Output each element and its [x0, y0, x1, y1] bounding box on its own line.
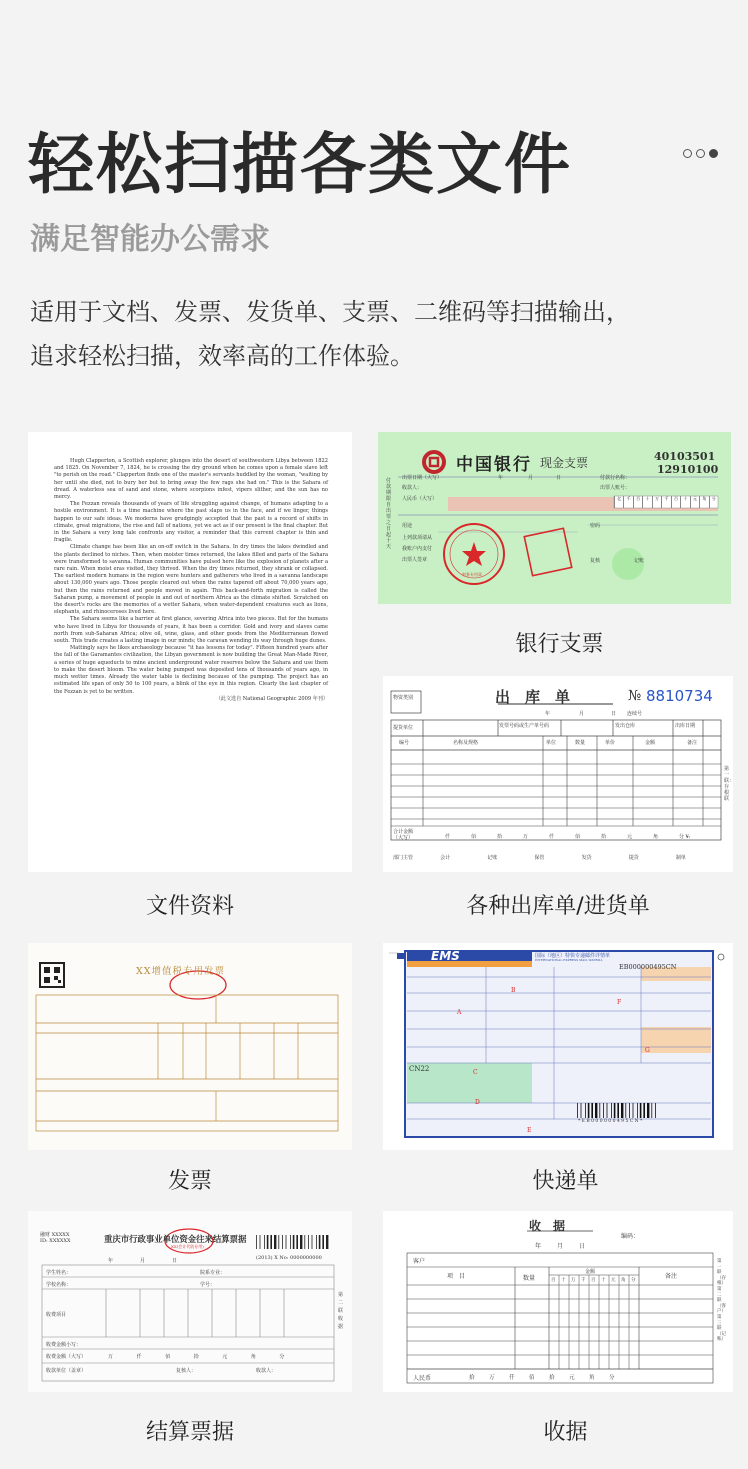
- invoice-scan-card[interactable]: [28, 943, 352, 1150]
- outbound-total-unit: 万: [523, 834, 529, 840]
- outbound-column-header: 数量: [575, 740, 586, 746]
- page-title: 轻松扫描各类文件: [28, 126, 572, 203]
- receipt-rmb-unit: 拾: [549, 1375, 555, 1381]
- receipt-rmb-unit: 元: [569, 1375, 575, 1381]
- outbound-total-unit: 佰: [575, 834, 581, 840]
- cheque-note-3: 出票人签章: [402, 557, 428, 563]
- ems-barcode-text: * E B 0 0 0 0 0 0 4 9 5 C N *: [578, 1119, 643, 1124]
- settlement-corner-2: ID: XXXXXX: [40, 1238, 71, 1244]
- outbound-date: 出库日期: [675, 723, 696, 729]
- settlement-amount-unit: 角: [250, 1354, 256, 1360]
- settlement-row-label: 学校名称：: [46, 1282, 72, 1288]
- receipt-digit-label: 角: [621, 1278, 626, 1283]
- receipt-side: 第一联（存根）第二联（客户）第三联（记账）: [717, 1259, 726, 1343]
- cheque-digit-label: 千: [661, 496, 670, 508]
- settlement-amount-units: [108, 1353, 308, 1361]
- cheque-number-top: 40103501: [654, 450, 716, 463]
- invoice-title: XX增值税专用发票: [136, 966, 226, 977]
- receipt-digit-label: 十: [601, 1278, 606, 1283]
- document-paragraph: Mattingly says he likes archaeology because "it has lessons for today". Fifteen hundred years after the fall of the Garamantes civilization, the Libyan government is now building the Great Man-Made River, a series of huge aqueducts to mine ancient underground water reserves below the Sahara and use them to make the desert bloom. The water being pumped was deposited tens of thousands of years ago, in much wetter times. Already the water table is declining because of the pumping. The project has an estimated life span of only 50 to 100 years, a blink of the eye in this region. Clearly the last chapter of the Fezzan is yet to be written.: [54, 645, 328, 695]
- outbound-footer-label: 提货: [628, 855, 639, 861]
- outbound-column-header: 编号: [399, 740, 410, 746]
- caption-invoice: 发票: [167, 1169, 212, 1194]
- settlement-label: 院系专业：: [200, 1270, 226, 1276]
- caption-receipt: 收据: [543, 1420, 588, 1445]
- outbound-column-headers: [383, 739, 733, 749]
- settlement-amount-unit: 佰: [165, 1354, 171, 1360]
- outbound-footer-label: 制单: [675, 855, 686, 861]
- document-source: （此文选自 National Geographic 2009 年刊）: [215, 695, 328, 702]
- cheque-stamp-text: 财务专用章: [462, 572, 482, 577]
- receipt-code-label: 编码：: [621, 1233, 640, 1240]
- settlement-row-label: 学生姓名：: [46, 1270, 72, 1276]
- outbound-order-scan-card[interactable]: [383, 676, 733, 872]
- document-paragraph: Climate change has been like an on-off switch in the Sahara. In dry times the lakes dwindled and the plants declined to niches. Then, when moister times returned, the lakes filled and parts of the Sahara were transformed to savanna. Human communities have pulsed here like the explosion of planets after a rare rain. When moist eras visited, they thrived. When the dry times returned, they shrank or collapsed. The earliest modern humans in the region were hunters and gatherers who lived in a savanna landscape about 130,000 years ago. Those people cleared out when the rains tapered off about 70,000 years ago, but then the rains returned and people moved in again. This back-and-forth migration is called the Saharan pump, a movement of people in and out of northern Africa as the climate shifted. Scratched on the desert's rocks are the memories of a wetter Sahara, when water-dependent creatures such as lions, elephants, and rhinoceroses lived here.: [54, 544, 328, 616]
- cheque-digit-label: 千: [623, 496, 632, 508]
- caption-outbound-order: 各种出库单/进货单: [466, 894, 650, 919]
- cheque-digit-label: 十: [642, 496, 651, 508]
- cheque-digit-label: 百: [633, 496, 642, 508]
- receipt-year: 年: [535, 1243, 542, 1250]
- receipt-scan-card[interactable]: [383, 1211, 733, 1392]
- outbound-total: 合计金额（大写）: [393, 829, 414, 841]
- caption-express: 快递单: [532, 1169, 599, 1194]
- settlement-no: (2013) X No: 0000000000: [256, 1255, 322, 1261]
- outbound-footer-label: 部门主管: [393, 855, 414, 861]
- settlement-amount-unit: 元: [222, 1354, 228, 1360]
- pagination-dots[interactable]: [683, 149, 718, 158]
- outbound-warehouse: 发出仓库: [615, 723, 636, 729]
- outbound-footer-label: 保管: [534, 855, 545, 861]
- cheque-account-label: 出票人账号：: [600, 485, 631, 491]
- settlement-row-label: 收费金额（大写）: [46, 1354, 87, 1360]
- settlement-bill-scan-card[interactable]: [28, 1211, 352, 1392]
- receipt-day: 日: [579, 1243, 586, 1250]
- caption-documents: 文件资料: [145, 894, 234, 919]
- barcode-icon: [256, 1235, 328, 1249]
- outbound-column-header: 金额: [645, 740, 656, 746]
- cheque-bookkeeping-label: 记账: [634, 558, 645, 564]
- receipt-rmb-unit: 仟: [509, 1375, 515, 1381]
- outbound-total-unit: 分 ¥:: [679, 834, 691, 840]
- settlement-corner-1: 融财 XXXXX: [40, 1232, 70, 1238]
- outbound-serial: 连续号: [627, 711, 643, 717]
- outbound-total-unit: 仟: [549, 834, 555, 840]
- outbound-goods-type: 物资类别: [393, 695, 414, 701]
- outbound-month: 月: [579, 711, 585, 717]
- settlement-day: 日: [172, 1258, 178, 1264]
- outbound-total-unit: 佰: [471, 834, 477, 840]
- cheque-payee-label: 收款人：: [402, 485, 423, 491]
- description-line-2: 追求轻松扫描，效率高的工作体验。: [30, 342, 414, 370]
- receipt-rmb-unit: 佰: [529, 1375, 535, 1381]
- receipt-note: 备注: [665, 1273, 678, 1280]
- receipt-title: 收 据: [529, 1219, 566, 1233]
- receipt-amount: 金额: [585, 1269, 596, 1275]
- outbound-column-header: 备注: [687, 740, 698, 746]
- settlement-title: 重庆市行政事业单位资金往来结算票据: [104, 1234, 247, 1244]
- cheque-digit-label: 十: [680, 496, 689, 508]
- cheque-digit-label: 分: [709, 496, 718, 508]
- cheque-bank-label: 付款行名称：: [600, 475, 631, 481]
- receipt-digit-label: 元: [611, 1278, 616, 1283]
- outbound-side: 第一联：存根联: [724, 766, 735, 802]
- cheque-digit-label: 亿: [614, 496, 623, 508]
- outbound-total-unit: 角: [653, 834, 659, 840]
- receipt-digit-label: 百: [551, 1278, 556, 1283]
- receipt-rmb-unit: 拾: [469, 1375, 475, 1381]
- cheque-digit-label: 万: [652, 496, 661, 508]
- outbound-total-unit: 元: [627, 834, 633, 840]
- settlement-label: 复核人：: [176, 1368, 197, 1374]
- outbound-no-label: №: [628, 688, 642, 704]
- settlement-label: 收款人：: [256, 1368, 277, 1374]
- receipt-table: [383, 1211, 733, 1392]
- document-text: [54, 458, 328, 703]
- outbound-column-header: 名称及规格: [453, 740, 479, 746]
- page-dot-3-active[interactable]: [709, 149, 718, 158]
- ems-subtitle: INTERNATIONAL EXPRESS MAIL WAYBILL: [535, 958, 603, 962]
- cheque-purpose-label: 用途: [402, 523, 413, 529]
- cheque-amount-digits: [614, 496, 718, 508]
- cheque-year: 年: [498, 475, 504, 481]
- settlement-row-label: 收费金额小写：: [46, 1342, 82, 1348]
- settlement-month: 月: [140, 1258, 146, 1264]
- receipt-month: 月: [557, 1243, 564, 1250]
- ems-marker-e: E: [527, 1127, 532, 1134]
- cheque-note-1: 上列款项请从: [402, 535, 433, 541]
- cheque-review-label: 复核: [590, 558, 601, 564]
- receipt-qty: 数量: [523, 1275, 536, 1282]
- express-waybill-scan-card[interactable]: [383, 943, 733, 1150]
- receipt-digit-label: 千: [581, 1278, 586, 1283]
- outbound-total-unit: 拾: [497, 834, 503, 840]
- cheque-amount-label: 人民币（大写）: [402, 496, 438, 502]
- bank-logo-icon: [424, 452, 444, 472]
- description-line-1: 适用于文档、发票、发货单、支票、二维码等扫描输出，: [30, 298, 630, 326]
- cheque-password-label: 密码: [590, 523, 601, 529]
- cheque-scan-card[interactable]: [378, 432, 731, 604]
- settlement-amount-unit: 分: [279, 1354, 285, 1360]
- receipt-digit-headers: [549, 1277, 639, 1285]
- cheque-digit-label: 角: [699, 496, 708, 508]
- page-dot-1[interactable]: [683, 149, 692, 158]
- cheque-note-2: 我账户内支付: [402, 546, 433, 552]
- qr-code-icon: [40, 963, 64, 987]
- document-paragraph: The Sahara seems like a barrier at first glance, severing Africa into two pieces. But for the humans who have lived in Libya for thousands of years, it has been a corridor. Gold and ivory and slaves came north from sub-Saharan Africa; olive oil, wine, glass, and other goods from the Mediterranean flowed south. This trade creates a lasting image in our minds; the caravan wending its way through huge dunes.: [54, 616, 328, 645]
- outbound-total-unit: 仟: [445, 834, 451, 840]
- settlement-stamp: XX(会计代收专用): [171, 1244, 204, 1249]
- settlement-year: 年: [108, 1258, 114, 1264]
- outbound-no-value: 8810734: [646, 687, 713, 705]
- page-dot-2[interactable]: [696, 149, 705, 158]
- ems-marker-a: A: [457, 1009, 462, 1016]
- receipt-rmb-units: [469, 1373, 629, 1381]
- ems-marker-b: B: [511, 987, 516, 994]
- express-waybill-image: [383, 943, 733, 1150]
- receipt-digit-label: 分: [631, 1278, 636, 1283]
- outbound-dept: 提货单位: [393, 725, 414, 731]
- cheque-month: 月: [528, 475, 534, 481]
- cheque-day: 日: [556, 475, 562, 481]
- ems-marker-c: C: [473, 1069, 478, 1076]
- receipt-digit-label: 十: [561, 1278, 566, 1283]
- receipt-item: 项 目: [447, 1273, 466, 1280]
- receipt-digit-label: 百: [591, 1278, 596, 1283]
- outbound-footer: [391, 854, 721, 864]
- outbound-column-header: 单位: [546, 740, 557, 746]
- page-description: [30, 290, 630, 378]
- outbound-issue-no: 发票号码或生产单号码: [499, 723, 550, 729]
- outbound-footer-label: 记账: [487, 855, 498, 861]
- cheque-date-label: 出票日期（大写）: [402, 475, 443, 481]
- settlement-amount-unit: 仟: [136, 1354, 142, 1360]
- ems-tracking: EB000000495CN: [619, 963, 677, 971]
- receipt-rmb: 人民币: [413, 1375, 432, 1382]
- document-paragraph: Hugh Clapperton, a Scottish explorer, plunges into the desert of southwestern Libya between 1822 and 1825. On November 7, 1824, he is crossing the dry ground when he comes upon a female slave left "to perish on the road." Clapperton finds one of the master's servants huddled by the woman, "waiting by her until she died, not to bury her but to bring away the few rags she had on." This is the Sahara of dread. A waterless sea of sand and stone, where scorpions infest, vipers slither, and the sun has no mercy.: [54, 458, 328, 501]
- receipt-rmb-unit: 分: [609, 1375, 615, 1381]
- cheque-number-bottom: 12910100: [657, 463, 719, 476]
- settlement-side: 第二联 收据: [338, 1292, 344, 1330]
- caption-settlement: 结算票据: [145, 1420, 234, 1445]
- outbound-day: 日: [611, 711, 617, 717]
- document-paragraph: The Fezzan reveals thousands of years of life struggling against change, of humans adapting to a hostile environment. It is a time machine where the past slaps us in the face, and if we linger, things happen to our safe ideas. We moderns have grudgingly accepted that the past is a record of shifts in climate, great migrations, the rise and fall of nations, yet we act as if our present is the final chapter. But in the Sahara a very long tale confronts any visitor, a reminder that this current chapter is thin and fragile.: [54, 501, 328, 544]
- ems-marker-f: F: [617, 999, 622, 1006]
- outbound-total-unit: 拾: [601, 834, 607, 840]
- outbound-total-units: [445, 833, 715, 841]
- outbound-title: 出 库 单: [495, 688, 571, 706]
- settlement-row-label: 收款单位（盖章）: [46, 1368, 87, 1374]
- settlement-row-label: 收费项目: [46, 1312, 67, 1318]
- caption-cheque: 银行支票: [515, 632, 604, 657]
- document-scan-card[interactable]: [28, 432, 352, 872]
- cheque-digit-label: 元: [690, 496, 699, 508]
- ems-brand: EMS: [431, 949, 460, 963]
- outbound-footer-label: 发货: [581, 855, 592, 861]
- ems-cn22: CN22: [409, 1065, 430, 1073]
- receipt-rmb-unit: 角: [589, 1375, 595, 1381]
- ems-title: 国际（地区）特快专递邮件详情单: [535, 953, 611, 959]
- page-subtitle: 满足智能办公需求: [30, 222, 270, 257]
- outbound-year: 年: [545, 711, 551, 717]
- cheque-digit-label: 百: [671, 496, 680, 508]
- receipt-digit-label: 万: [571, 1278, 576, 1283]
- cheque-side-text: 付款期限自出票之日起十天: [386, 478, 392, 550]
- ems-marker-d: D: [475, 1099, 480, 1106]
- settlement-amount-unit: 拾: [193, 1354, 199, 1360]
- cheque-type: 现金支票: [540, 456, 589, 470]
- bank-name: 中国银行: [456, 455, 532, 475]
- ems-marker-g: G: [645, 1047, 650, 1054]
- settlement-label: 学号：: [200, 1282, 216, 1288]
- settlement-amount-unit: 万: [108, 1354, 114, 1360]
- outbound-column-header: 单价: [605, 740, 616, 746]
- receipt-customer: 客户: [413, 1258, 426, 1265]
- receipt-rmb-unit: 万: [489, 1375, 495, 1381]
- outbound-footer-label: 会计: [440, 855, 451, 861]
